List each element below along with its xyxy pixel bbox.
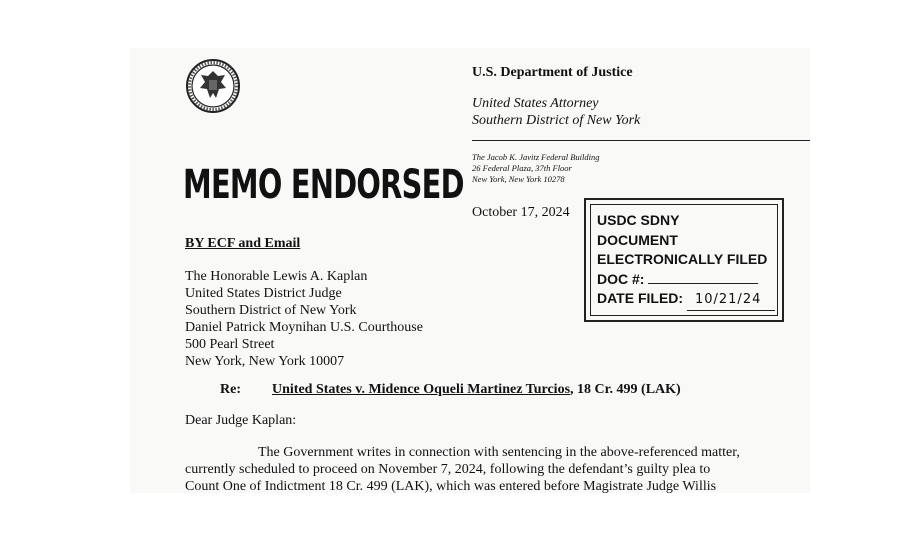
stamp-doc-blank xyxy=(648,271,758,284)
letter-body xyxy=(185,444,757,493)
header-rule xyxy=(472,140,810,141)
letter-date: October 17, 2024 xyxy=(472,205,570,220)
re-label: Re: xyxy=(220,382,241,397)
recipient-line: 500 Pearl Street xyxy=(185,337,275,352)
salutation: Dear Judge Kaplan: xyxy=(185,413,297,428)
doj-seal-icon xyxy=(185,58,241,114)
recipient-line: Daniel Patrick Moynihan U.S. Courthouse xyxy=(185,320,423,335)
stamp-doc-label: DOC #: xyxy=(597,270,645,287)
office-line-2: Southern District of New York xyxy=(472,113,641,128)
stamp-date-value: 10/21/24 xyxy=(687,290,775,311)
office-address-line-2: 26 Federal Plaza, 37th Floor xyxy=(472,163,572,173)
body-line: currently scheduled to proceed on November 7, 2024, following the defendant’s guilty plea to xyxy=(185,462,711,477)
office-address-line-1: The Jacob K. Javitz Federal Building xyxy=(472,152,600,162)
office-address-line-3: New York, New York 10278 xyxy=(472,174,565,184)
body-line: The Government writes in connection with sentencing in the above-referenced matter, xyxy=(258,445,740,460)
filing-stamp xyxy=(584,198,784,322)
stamp-electronic: ELECTRONICALLY FILED xyxy=(597,251,768,267)
recipient-line: United States District Judge xyxy=(185,286,342,301)
stamp-date-filed xyxy=(597,289,777,311)
re-line xyxy=(220,382,681,398)
office-line-1: United States Attorney xyxy=(472,96,599,111)
recipient-block xyxy=(185,268,423,370)
recipient-line: Southern District of New York xyxy=(185,303,357,318)
case-number: , 18 Cr. 499 (LAK) xyxy=(570,382,681,397)
case-name: United States v. Midence Oqueli Martinez Turcios xyxy=(272,382,571,397)
letter-page xyxy=(130,48,810,493)
body-line: Count One of Indictment 18 Cr. 499 (LAK), which was entered before Magistrate Judge Willis xyxy=(185,479,717,493)
delivery-method: BY ECF and Email xyxy=(185,236,301,251)
stamp-date-label: DATE FILED: xyxy=(597,290,684,306)
recipient-line: New York, New York 10007 xyxy=(185,354,345,369)
agency-name: U.S. Department of Justice xyxy=(472,65,633,80)
recipient-line: The Honorable Lewis A. Kaplan xyxy=(185,269,368,284)
stamp-court: USDC SDNY xyxy=(597,212,680,228)
stamp-doc-number xyxy=(597,270,777,290)
memo-endorsed-stamp: MEMO ENDORSED xyxy=(183,162,464,208)
stamp-document: DOCUMENT xyxy=(597,231,678,248)
